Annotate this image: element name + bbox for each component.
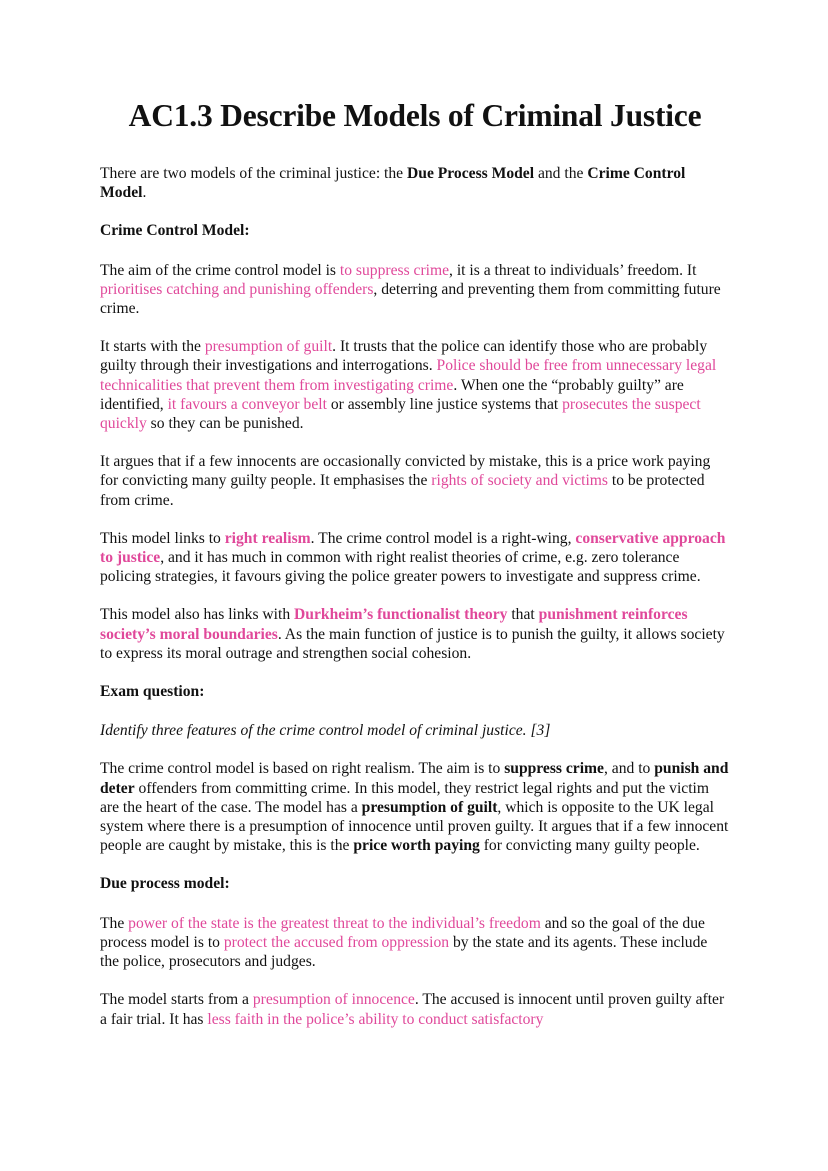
- text-run: . When one the “probably guilty” are identified,: [100, 376, 684, 413]
- highlighted-text: prosecutes the suspect quickly: [100, 395, 701, 433]
- text-run: , and to: [603, 760, 655, 778]
- text-run: , deterring and preventing them from committing future crime.: [100, 280, 721, 318]
- highlighted-text: to suppress crime: [339, 261, 450, 279]
- highlighted-text: presumption of guilt: [204, 338, 333, 356]
- paragraph: [100, 990, 730, 1028]
- text-run: for convicting many guilty people.: [479, 837, 700, 855]
- paragraph: [100, 914, 730, 972]
- bold-text: Crime Control Model: [100, 165, 686, 202]
- text-run: The crime control model is based on right realism. The aim is to: [100, 760, 505, 778]
- text-run: , and it has much in common with right realist theories of crime, e.g. zero tolerance policing strategies, it favours giving the police greater powers to investigate and suppress crime.: [100, 549, 701, 586]
- highlighted-text: conservative approach to justice: [100, 529, 726, 567]
- text-run: . As the main function of justice is to punish the guilty, it allows society to express its moral outrage and strengthen social cohesion.: [100, 625, 725, 662]
- highlighted-text: right realism: [224, 529, 311, 547]
- text-run: that: [507, 606, 539, 624]
- paragraph: [100, 337, 730, 433]
- section-heading: [100, 221, 730, 240]
- highlighted-text: punishment reinforces society’s moral boundaries: [100, 606, 688, 643]
- italic-text: Identify three features of the crime control model of criminal justice. [3]: [100, 722, 551, 740]
- text-run: , it is a threat to individuals’ freedom. It: [449, 261, 697, 279]
- section-heading: [100, 682, 730, 701]
- text-run: The model starts from a: [100, 991, 253, 1009]
- text-run: .: [142, 184, 147, 202]
- text-run: The aim of the crime control model is: [100, 261, 340, 279]
- paragraph: [100, 529, 730, 587]
- paragraph: [100, 721, 730, 740]
- bold-text: punish and deter: [100, 760, 729, 797]
- paragraph: [100, 261, 730, 319]
- text-run: The: [100, 914, 129, 932]
- highlighted-text: it favours a conveyor belt: [167, 395, 327, 413]
- page-title: AC1.3 Describe Models of Criminal Justice: [128, 98, 702, 133]
- highlighted-text: Police should be free from unnecessary legal technicalities that prevent them from investigating crime: [100, 357, 717, 394]
- text-run: It argues that if a few innocents are occasionally convicted by mistake, this is a price work paying for convicting many guilty people. It emphasises the: [100, 453, 711, 490]
- text-run: offenders from committing crime. In this model, they restrict legal rights and put the victim are the heart of the case. The model has a: [100, 779, 710, 816]
- text-run: It starts with the: [100, 338, 205, 356]
- highlighted-text: protect the accused from oppression: [223, 933, 450, 951]
- text-run: There are two models of the criminal justice: the: [100, 165, 408, 182]
- section-heading: [100, 874, 730, 893]
- highlighted-text: rights of society and victims: [431, 472, 608, 490]
- text-run: . The accused is innocent until proven guilty after a fair trial. It has: [100, 991, 725, 1028]
- paragraph: [100, 605, 730, 663]
- text-run: This model links to: [100, 529, 225, 547]
- text-run: so they can be punished.: [146, 415, 304, 433]
- text-run: by the state and its agents. These include the police, prosecutors and judges.: [100, 933, 708, 971]
- text-run: Exam question:: [100, 683, 205, 701]
- bold-text: Due Process Model: [407, 165, 535, 182]
- document-page: [100, 96, 730, 1048]
- text-run: and so the goal of the due process model is to: [100, 914, 705, 951]
- highlighted-text: presumption of innocence: [252, 991, 415, 1009]
- paragraph: [100, 452, 730, 510]
- text-run: . It trusts that the police can identify those who are probably guilty through their investigations and interrogations.: [100, 338, 708, 375]
- document-body: [100, 164, 730, 1029]
- text-run: to be protected from crime.: [100, 472, 705, 509]
- bold-text: presumption of guilt: [361, 798, 498, 816]
- text-run: , which is opposite to the UK legal system where there is a presumption of innocence until proven guilty. It argues that if a few innocent people are caught by mistake, this is the: [100, 798, 729, 855]
- text-run: and the: [534, 165, 588, 182]
- text-run: Crime Control Model:: [100, 222, 250, 240]
- bold-text: price worth paying: [353, 837, 480, 855]
- paragraph: [100, 759, 730, 855]
- highlighted-text: prioritises catching and punishing offenders: [100, 280, 374, 298]
- text-run: or assembly line justice systems that: [326, 395, 563, 413]
- text-run: Due process model:: [100, 875, 230, 893]
- text-run: . The crime control model is a right-wing,: [310, 529, 576, 547]
- bold-text: suppress crime: [504, 760, 604, 778]
- text-run: This model also has links with: [100, 606, 295, 624]
- highlighted-text: Durkheim’s functionalist theory: [294, 606, 508, 624]
- highlighted-text: less faith in the police’s ability to conduct satisfactory: [207, 1010, 544, 1028]
- paragraph: [100, 164, 730, 202]
- highlighted-text: power of the state is the greatest threat to the individual’s freedom: [128, 914, 541, 932]
